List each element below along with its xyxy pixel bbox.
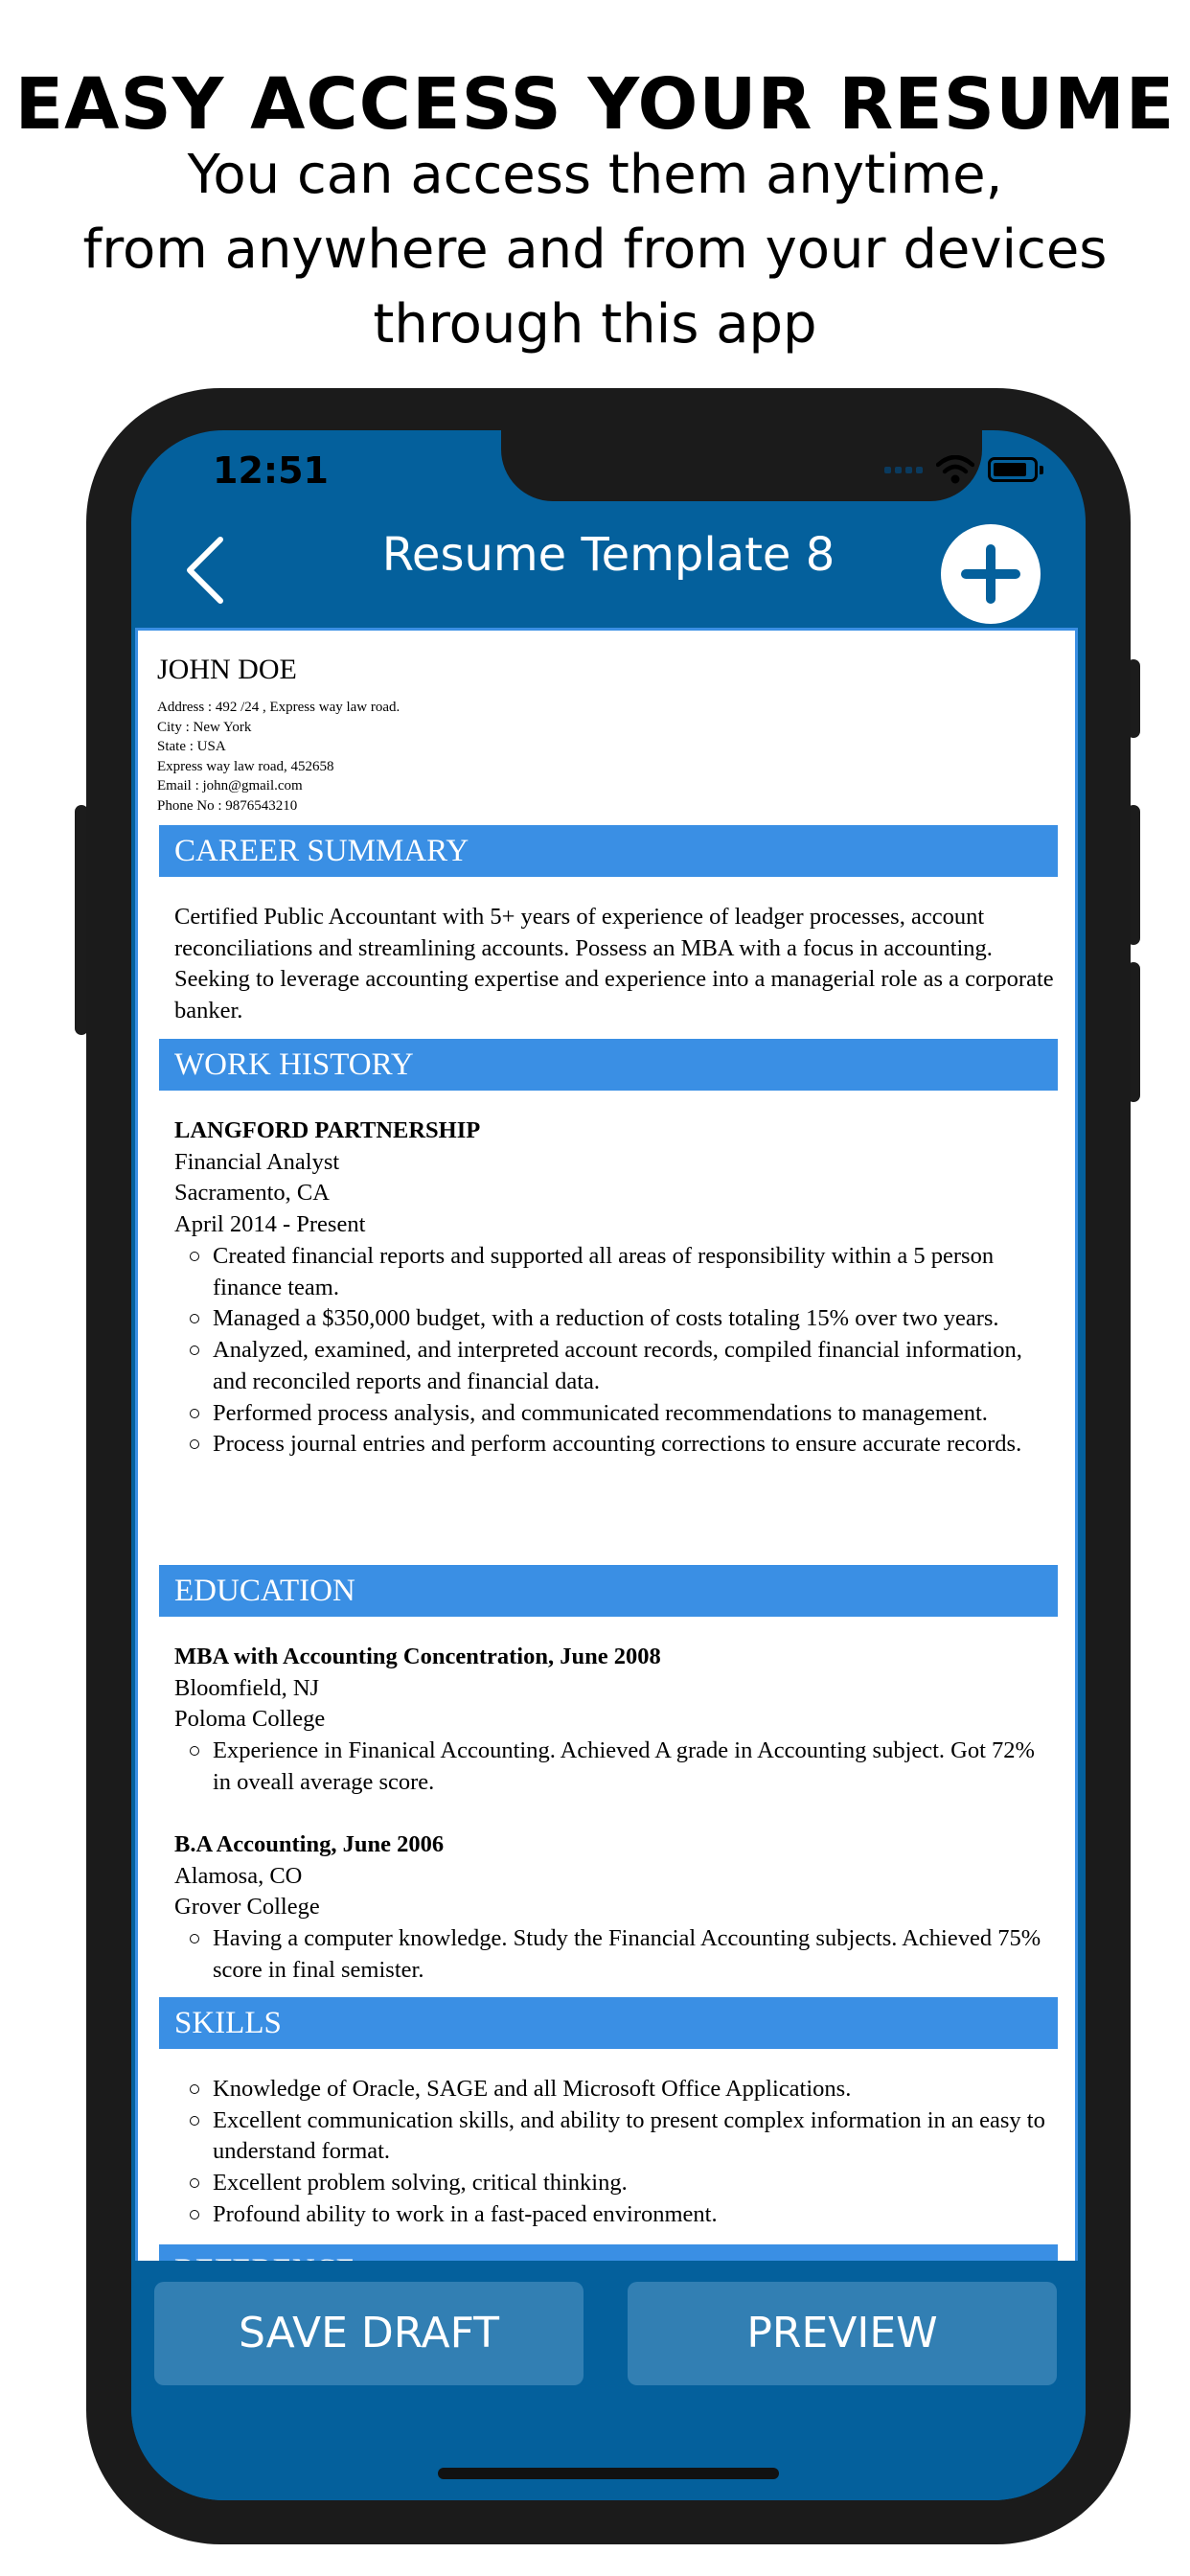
add-button[interactable]	[941, 524, 1041, 624]
contact-state: State : USA	[157, 739, 226, 755]
contact-block	[157, 698, 400, 816]
plus-icon	[941, 524, 1041, 624]
status-icons	[884, 455, 1038, 484]
section-header-skills: SKILLS	[159, 1997, 1058, 2049]
promo-subtitle-line-2: from anywhere and from your devices	[82, 218, 1108, 281]
career-summary-text: Certified Public Accountant with 5+ years of experience of leadger processes, account reconciliations and streamlining accounts. Possess an MBA with a focus in accounting. Seeking to leverage accounting expertise and experience into a managerial role as a corporate banker.	[174, 904, 1054, 1024]
education-school: Grover College	[174, 1894, 320, 1920]
education-entry-2	[174, 1829, 1056, 1923]
contact-address: Address : 492 /24 , Express way law road.	[157, 700, 400, 715]
list-item: Excellent communication skills, and ability to present complex information in an easy to understand format.	[174, 2105, 1056, 2168]
contact-email: Email : john@gmail.com	[157, 778, 303, 794]
list-item: Having a computer knowledge. Study the Financial Accounting subjects. Achieved 75% score in final semister.	[174, 1923, 1056, 1986]
resume-document[interactable]	[135, 628, 1078, 2334]
work-history-entry	[174, 1116, 1056, 1241]
list-item: Managed a $350,000 budget, with a reduction of costs totaling 15% over two years.	[174, 1303, 1056, 1335]
contact-phone: Phone No : 9876543210	[157, 797, 298, 814]
list-item: Knowledge of Oracle, SAGE and all Microsoft Office Applications.	[174, 2074, 1056, 2105]
nav-bar	[131, 507, 1086, 622]
status-time: 12:51	[213, 449, 329, 492]
section-header-education: EDUCATION	[159, 1565, 1058, 1617]
promo-subtitle-line-3: through this app	[373, 293, 817, 356]
education-2-bullets	[174, 1923, 1056, 1986]
bottom-action-bar	[131, 2261, 1086, 2500]
section-header-career-summary: CAREER SUMMARY	[159, 825, 1058, 877]
home-indicator[interactable]	[438, 2468, 779, 2479]
education-degree: B.A Accounting, June 2006	[174, 1831, 445, 1857]
list-item: Profound ability to work in a fast-paced environment.	[174, 2199, 1056, 2231]
work-bullets	[174, 1241, 1056, 1460]
skills-list	[174, 2074, 1056, 2231]
promo-title: EASY ACCESS YOUR RESUME	[14, 63, 1176, 146]
list-item: Analyzed, examined, and interpreted account records, compiled financial information, and reconciled reports and financial data.	[174, 1335, 1056, 1397]
education-entry-1	[174, 1642, 1056, 1736]
work-dates: April 2014 - Present	[174, 1211, 366, 1238]
wifi-icon	[936, 455, 974, 484]
section-header-work-history: WORK HISTORY	[159, 1039, 1058, 1091]
education-location: Bloomfield, NJ	[174, 1674, 320, 1701]
promo-subtitle-line-1: You can access them anytime,	[187, 144, 1003, 206]
work-role: Financial Analyst	[174, 1148, 340, 1175]
work-company: LANGFORD PARTNERSHIP	[174, 1117, 481, 1143]
phone-screen	[131, 430, 1086, 2500]
education-1-bullets	[174, 1736, 1056, 1798]
list-item: Excellent problem solving, critical thinking.	[174, 2168, 1056, 2199]
contact-street: Express way law road, 452658	[157, 758, 334, 774]
list-item: Created financial reports and supported all areas of responsibility within a 5 person finance team.	[174, 1241, 1056, 1303]
save-draft-button[interactable]: SAVE DRAFT	[154, 2282, 584, 2385]
page-title: Resume Template 8	[381, 528, 835, 582]
list-item: Experience in Finanical Accounting. Achieved A grade in Accounting subject. Got 72% in oveall average score.	[174, 1736, 1056, 1798]
list-item: Process journal entries and perform accounting corrections to ensure accurate records.	[174, 1429, 1056, 1460]
work-location: Sacramento, CA	[174, 1180, 330, 1207]
battery-icon	[988, 457, 1038, 482]
list-item: Performed process analysis, and communicated recommendations to management.	[174, 1398, 1056, 1430]
resume-name: JOHN DOE	[157, 654, 297, 685]
education-degree: MBA with Accounting Concentration, June 2008	[174, 1644, 661, 1669]
contact-city: City : New York	[157, 719, 252, 735]
signal-icon	[884, 467, 923, 473]
preview-button[interactable]: PREVIEW	[628, 2282, 1057, 2385]
education-location: Alamosa, CO	[174, 1862, 303, 1889]
education-school: Poloma College	[174, 1706, 326, 1733]
